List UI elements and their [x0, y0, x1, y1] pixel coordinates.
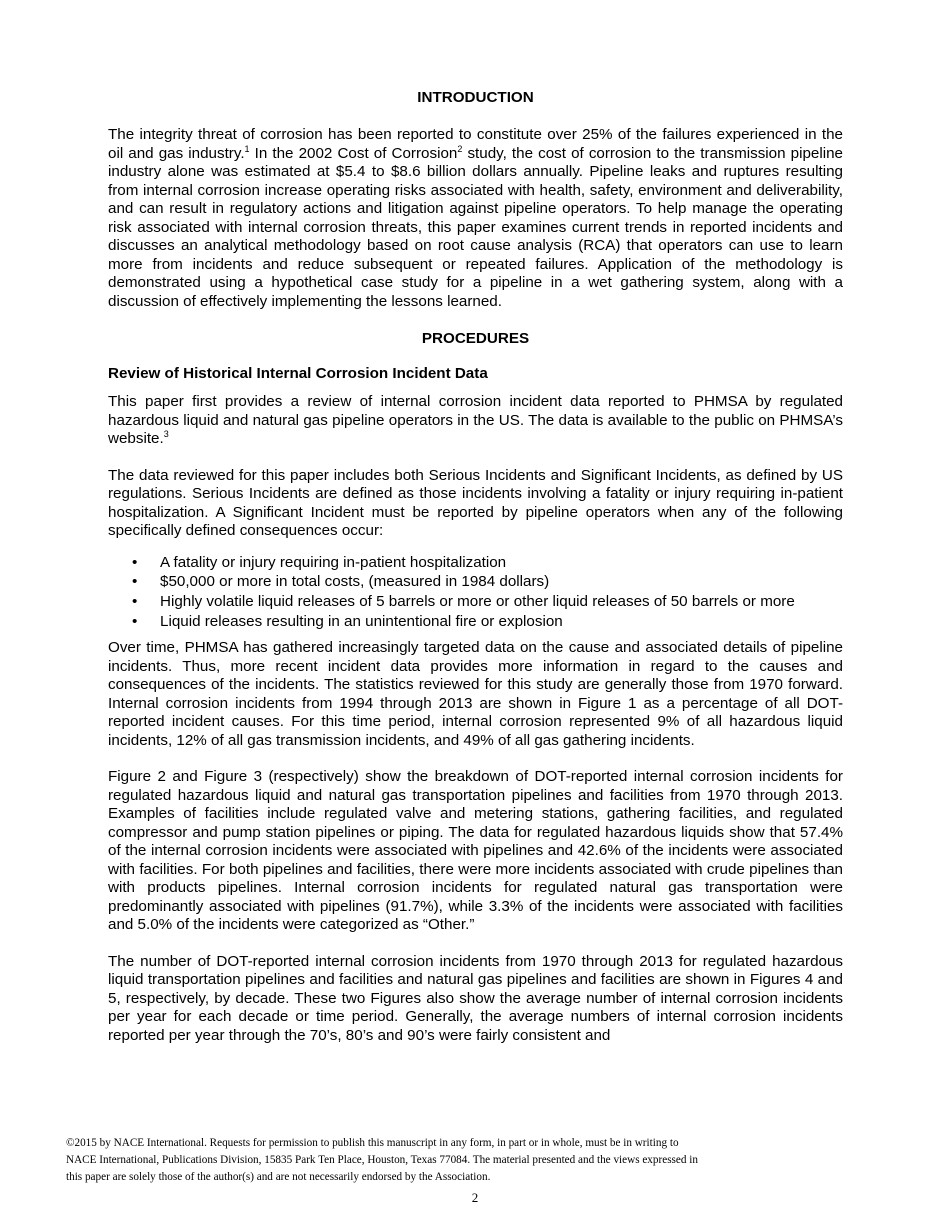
- reference-1: 1: [244, 143, 250, 154]
- copyright-footer: [66, 1135, 826, 1186]
- list-item: [108, 612, 843, 632]
- procedures-subheading: Review of Historical Internal Corrosion Incident Data: [108, 365, 488, 382]
- footer-line: ©2015 by NACE International. Requests for permission to publish this manuscript in any form, in part or in whole, must be in writing to: [66, 1137, 679, 1149]
- procedures-paragraph-1: [108, 393, 843, 449]
- bullet-icon: •: [132, 592, 138, 610]
- footer-line: this paper are solely those of the author(s) and are not necessarily endorsed by the Association.: [66, 1171, 491, 1183]
- bullet-icon: •: [132, 553, 138, 571]
- intro-text-1: The integrity threat of corrosion has been reported to constitute over 25% of the failures experienced in the oil and gas industry.: [108, 126, 843, 162]
- procedures-paragraph-3: Over time, PHMSA has gathered increasingly targeted data on the cause and associated details of pipeline incidents. Thus, more recent incident data provides more information in regard to the causes and consequences of the incidents. The statistics reviewed for this study are generally those from 1970 forward. Internal corrosion incidents from 1994 through 2013 are shown in Figure 1 as a percentage of all DOT-reported incident causes. For this time period, internal corrosion represented 9% of all hazardous liquid incidents, 12% of all gas transmission incidents, and 49% of all gas gathering incidents.: [108, 639, 843, 749]
- list-item: [108, 592, 843, 612]
- page-body: [108, 88, 843, 1063]
- intro-text-3: study, the cost of corrosion to the transmission pipeline industry alone was estimated at $5.4 to $8.6 billion dollars annually. Pipeline leaks and ruptures resulting from internal corrosion increase operating risks associated with health, safety, environment and deliverability, and can result in regulatory actions and litigation against pipeline operators. To help manage the operating risk associated with internal corrosion threats, this paper examines current trends in reported incidents and discusses an analytical methodology based on root cause analysis (RCA) that operators can use to learn more from incidents and reduce subsequent or repeated failures. Application of the methodology is demonstrated using a hypothetical case study for a pipeline in a wet gathering system, along with a discussion of effectively implementing the lessons learned.: [108, 144, 843, 310]
- procedures-paragraph-4: Figure 2 and Figure 3 (respectively) show the breakdown of DOT-reported internal corrosion incidents for regulated hazardous liquid and natural gas transportation pipelines and facilities from 1970 through 2013. Examples of facilities include regulated valve and metering stations, gathering facilities, and regulated compressor and pump station pipelines or piping. The data for regulated hazardous liquids show that 57.4% of the internal corrosion incidents were associated with pipelines and 42.6% of the incidents were associated with facilities. For both pipelines and facilities, there were more incidents associated with crude pipelines than with products pipelines. Internal corrosion incidents for regulated natural gas transportation were predominantly associated with pipelines (91.7%), while 3.3% of the incidents were associated with facilities and 5.0% of the incidents were categorized as “Other.”: [108, 768, 843, 934]
- footer-line: NACE International, Publications Division, 15835 Park Ten Place, Houston, Texas 77084. The material presented and the views expressed in: [66, 1154, 698, 1166]
- intro-text-2: In the 2002 Cost of Corrosion: [249, 144, 458, 162]
- list-item-text: Highly volatile liquid releases of 5 barrels or more or other liquid releases of 50 barrels or more: [160, 592, 795, 610]
- procedures-paragraph-2: The data reviewed for this paper includes both Serious Incidents and Significant Incidents, as defined by US regulations. Serious Incidents are defined as those incidents involving a fatality or injury requiring in-patient hospitalization. A Significant Incident must be reported by pipeline operators when any of the following specifically defined consequences occur:: [108, 466, 843, 539]
- procedures-paragraph-5: The number of DOT-reported internal corrosion incidents from 1970 through 2013 for regulated hazardous liquid transportation pipelines and facilities and natural gas pipelines and facilities are shown in Figures 4 and 5, respectively, by decade. These two Figures also show the average number of internal corrosion incidents per year for each decade or time period. Generally, the average numbers of internal corrosion incidents reported per year through the 70’s, 80’s and 90’s were fairly consistent and: [108, 952, 843, 1044]
- introduction-heading: INTRODUCTION: [417, 89, 534, 106]
- list-item-text: A fatality or injury requiring in-patient hospitalization: [160, 553, 507, 571]
- reference-3: 3: [163, 428, 169, 439]
- consequence-list: [108, 553, 843, 632]
- page-number: 2: [471, 1190, 479, 1205]
- procedures-heading: PROCEDURES: [421, 330, 530, 347]
- list-item-text: Liquid releases resulting in an unintentional fire or explosion: [160, 612, 563, 630]
- introduction-paragraph: [108, 126, 843, 311]
- list-item-text: $50,000 or more in total costs, (measured in 1984 dollars): [160, 573, 550, 591]
- bullet-icon: •: [132, 573, 138, 591]
- bullet-icon: •: [132, 612, 138, 630]
- reference-2: 2: [457, 143, 463, 154]
- procedures-text-1: This paper first provides a review of internal corrosion incident data reported to PHMSA by regulated hazardous liquid and natural gas pipeline operators in the US. The data is available to the public on PHMSA’s website.: [108, 393, 843, 447]
- list-item: [108, 572, 843, 592]
- list-item: [108, 553, 843, 573]
